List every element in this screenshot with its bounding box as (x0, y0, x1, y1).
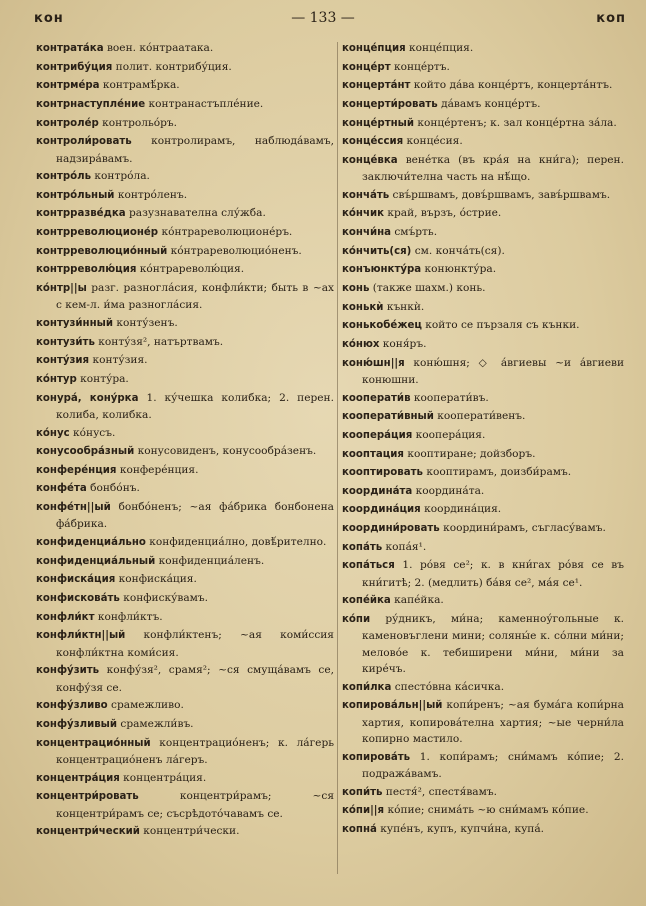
entry-definition: концентрацио́ненъ; к. ла́герь концентрацио́ненъ ла́геръ. (56, 736, 334, 766)
entry-headword: конча́ть (342, 189, 390, 201)
dictionary-entry (36, 390, 334, 424)
entry-definition: воен. ко́нтраатака. (103, 42, 214, 54)
entry-headword: ко́нчить(ся) (342, 245, 412, 257)
entry-definition: концентра́ция. (119, 771, 207, 784)
entry-headword: копна́ (342, 823, 377, 835)
entry-definition: контро́ла. (91, 170, 150, 183)
entry-definition: полит. контрибу́ция. (112, 60, 232, 73)
dictionary-entry (36, 534, 334, 551)
dictionary-entry (342, 784, 624, 801)
dictionary-entry (342, 280, 624, 297)
entry-definition: копи́ренъ; ~ая бума́га копи́рна хартия, копирова́телна хартия; ~ые черни́ла копирно мастило. (362, 699, 624, 745)
entry-headword: конфе́та (36, 483, 87, 495)
dictionary-entry (36, 697, 334, 714)
entry-headword: конфли́ктн||ый (36, 630, 126, 642)
header-right-guideword: коп (596, 11, 626, 26)
entry-definition: купе́нъ, купъ, купчи́на, купа́. (376, 822, 545, 835)
entry-definition: см. конча́ть(ся). (411, 244, 505, 257)
entry-definition: контранастъпле́ние. (145, 97, 264, 110)
dictionary-entry (36, 788, 334, 822)
entry-headword: конфу́зить (36, 665, 100, 677)
dictionary-entry (342, 427, 624, 444)
entry-definition: бонбо́нъ. (86, 482, 140, 495)
entry-headword: концентри́ровать (36, 791, 139, 803)
entry-headword: кооптация (342, 448, 404, 460)
entry-headword: копи́ть (342, 786, 383, 798)
entry-definition: контро́ленъ. (114, 188, 188, 201)
dictionary-entry (342, 243, 624, 260)
entry-definition: конце́ртенъ; к. зал конце́ртна за́ла. (414, 116, 617, 129)
dictionary-entry (36, 553, 334, 570)
entry-headword: координи́ровать (342, 523, 440, 535)
entry-headword: концентрацио́нный (36, 737, 151, 749)
dictionary-entry (36, 315, 334, 332)
entry-headword: конфере́нция (36, 464, 117, 476)
dictionary-entry (342, 611, 624, 677)
entry-headword: конусообра́зный (36, 446, 135, 458)
dictionary-entry (36, 205, 334, 222)
entry-definition: координи́рамъ, съгласу́вамъ. (439, 522, 606, 535)
dictionary-entry (36, 334, 334, 351)
entry-definition: срамежли́въ. (117, 717, 194, 730)
entry-definition: конюнкту́ра. (421, 263, 497, 276)
entry-definition: срамежливо. (107, 699, 184, 712)
entry-definition: кънкѝ. (383, 300, 425, 313)
dictionary-entry (36, 187, 334, 204)
entry-headword: коопера́ция (342, 429, 413, 441)
entry-headword: конце́пция (342, 43, 406, 54)
dictionary-entry (342, 187, 624, 204)
entry-headword: ко́нчик (342, 208, 384, 220)
entry-headword: контрреволю́ция (36, 264, 137, 276)
dictionary-entry (342, 697, 624, 747)
dictionary-entry (342, 336, 624, 353)
dictionary-entry (342, 821, 624, 838)
entry-definition: конусовиденъ, конусообра́зенъ. (134, 445, 317, 458)
entry-headword: ко́нус (36, 427, 70, 439)
dictionary-entry (342, 59, 624, 76)
entry-headword: кончи́на (342, 227, 391, 239)
entry-definition: координа́та. (412, 484, 485, 497)
entry-definition: конфиденциа́лно, довѣ́рително. (145, 536, 327, 549)
entry-headword: кооптировать (342, 467, 423, 479)
entry-definition: ко́нтрареволюцио́ненъ. (167, 244, 302, 257)
dictionary-entry (342, 115, 624, 132)
right-column (342, 40, 624, 840)
entry-definition: 1. копи́рамъ; сни́мамъ ко́пие; 2. подража́вамъ. (362, 750, 624, 780)
entry-definition: концентри́рамъ; ~ся концентри́рамъ се; съсрѣдото́чавамъ се. (56, 790, 334, 820)
dictionary-entry (36, 770, 334, 787)
entry-definition: смъ́рть. (391, 226, 438, 239)
dictionary-entry (36, 716, 334, 733)
entry-headword: контузи́нный (36, 318, 113, 330)
entry-definition: бонбо́ненъ; ~ая фа́брика бонбонена фа́брика. (56, 501, 334, 531)
dictionary-entry (36, 499, 334, 533)
entry-definition: спесто́вна ка́сичка. (391, 680, 505, 693)
entry-headword: конфискова́ть (36, 593, 120, 605)
dictionary-entry (36, 425, 334, 442)
dictionary-entry (342, 317, 624, 334)
dictionary-entry (342, 224, 624, 241)
entry-headword: кооперати́в (342, 392, 411, 404)
entry-headword: концерта́нт (342, 80, 411, 92)
entry-definition: конфу́зя², срамя²; ~ся смуща́вамъ се, конфу́зя се. (56, 664, 334, 694)
entry-headword: конце́ссия (342, 136, 404, 148)
entry-definition: кооперати́венъ. (433, 410, 526, 423)
entry-definition: кооптиране; дойзборъ. (403, 447, 536, 460)
column-divider (337, 42, 338, 874)
entry-definition: контролирамъ, наблюда́вамъ, надзира́вамъ. (56, 135, 334, 165)
entry-definition: конфере́нция. (116, 463, 199, 476)
dictionary-entry (36, 168, 334, 185)
dictionary-entry (342, 557, 624, 591)
entry-definition: който да́ва конце́ртъ, концерта́нтъ. (410, 79, 613, 92)
dictionary-entry (36, 133, 334, 167)
entry-definition: разг. разногла́сия, конфли́кти; быть в ~ах с кем-л. и́ма разногла́сия. (56, 282, 334, 312)
dictionary-entry (36, 224, 334, 241)
dictionary-entry (342, 802, 624, 819)
entry-headword: контрибу́ция (36, 61, 113, 73)
dictionary-entry (342, 77, 624, 94)
dictionary-entry (36, 823, 334, 840)
dictionary-entry (36, 443, 334, 460)
entry-headword: копе́йка (342, 595, 391, 607)
entry-headword: контрразве́дка (36, 208, 126, 220)
dictionary-entry (342, 520, 624, 537)
dictionary-entry (36, 280, 334, 314)
entry-headword: контро́льный (36, 189, 115, 201)
entry-definition: 1. ку́чешка колибка; 2. перен. колиба, колибка. (56, 391, 334, 421)
entry-headword: конфли́кт (36, 611, 95, 623)
entry-headword: конькѝ (342, 301, 384, 313)
entry-definition: ру́дникъ, ми́на; каменноу́гольные к. каменовъглени мини; соляны́е к. со́лни ми́ни; мелово́е к. тебиширени ми́ни, ми́ни за кире́чъ. (362, 612, 624, 675)
entry-definition: конце́пция. (405, 42, 474, 54)
entry-definition: копа́я¹. (382, 540, 427, 553)
entry-headword: координа́та (342, 485, 413, 497)
dictionary-entry (342, 390, 624, 407)
entry-headword: контроле́р (36, 117, 99, 129)
entry-definition: конфли́ктенъ; ~ая коми́ссия конфли́ктна коми́сия. (56, 629, 334, 659)
entry-headword: конфиденциа́льно (36, 537, 146, 549)
dictionary-entry (342, 446, 624, 463)
entry-definition: координа́ция. (420, 503, 502, 516)
entry-headword: копа́ться (342, 560, 395, 572)
entry-definition: конце́сия. (403, 135, 463, 148)
entry-headword: конфе́тн||ый (36, 502, 111, 514)
header-left-guideword: кон (34, 11, 64, 26)
dictionary-entry (342, 592, 624, 609)
entry-definition: конту́зенъ. (112, 317, 178, 330)
entry-headword: контро́ль (36, 171, 92, 183)
entry-definition: свъ́ршвамъ, довъ́ршвамъ, завъ́ршвамъ. (389, 188, 611, 201)
entry-headword: ко́пи (342, 613, 371, 625)
entry-headword: координа́ция (342, 504, 421, 516)
entry-headword: копа́ть (342, 541, 383, 553)
entry-definition: конфиска́ция. (115, 573, 197, 586)
entry-definition: концентри́чески. (139, 825, 240, 838)
dictionary-entry (342, 355, 624, 389)
entry-headword: конце́ртный (342, 117, 414, 129)
dictionary-entry (342, 679, 624, 696)
entry-definition: 1. ро́вя се²; к. в кни́гах ро́вя се въ кни́гитѣ; 2. (медлить) ба́вя се², ма́я се¹. (362, 559, 624, 589)
entry-headword: коню́шн||я (342, 357, 405, 369)
entry-headword: конфу́зливый (36, 718, 118, 730)
dictionary-entry (342, 205, 624, 222)
entry-headword: конту́зия (36, 355, 90, 367)
entry-headword: конфиска́ция (36, 574, 116, 586)
entry-headword: контрата́ка (36, 43, 104, 54)
entry-definition: конце́ртъ. (390, 60, 450, 73)
entry-definition: пестя́², спестя́вамъ. (382, 785, 497, 798)
entry-headword: контрме́ра (36, 80, 100, 92)
dictionary-entry (36, 462, 334, 479)
entry-headword: копирова́льн||ый (342, 700, 443, 712)
dictionary-entry (342, 152, 624, 186)
entry-headword: контроли́ровать (36, 136, 132, 148)
entry-definition: ко́нтрареволюционе́ръ. (158, 226, 293, 239)
dictionary-entry (36, 243, 334, 260)
entry-definition: конту́ра. (76, 372, 129, 385)
dictionary-entry (36, 371, 334, 388)
entry-definition: конфиденциа́ленъ. (155, 554, 265, 567)
dictionary-entry (36, 352, 334, 369)
entry-headword: конце́вка (342, 154, 398, 166)
entry-definition: конту́зя², натъртвамъ. (94, 335, 224, 348)
dictionary-entry (342, 261, 624, 278)
entry-definition: да́вамъ конце́ртъ. (437, 97, 541, 110)
entry-definition: коня́ръ. (379, 337, 427, 350)
page-number: — 133 — (291, 10, 355, 26)
dictionary-entry (36, 662, 334, 696)
dictionary-entry (36, 77, 334, 94)
dictionary-entry (36, 735, 334, 769)
entry-definition: (также шахм.) конь. (369, 282, 486, 295)
entry-definition: коопера́ция. (412, 428, 486, 441)
entry-headword: конъюнкту́ра (342, 264, 422, 276)
entry-definition: който се пързаля съ кънки. (421, 319, 580, 332)
entry-headword: контрреволюционе́р (36, 227, 159, 239)
dictionary-entry (342, 96, 624, 113)
dictionary-entry (36, 59, 334, 76)
dictionary-entry (36, 571, 334, 588)
dictionary-entry (36, 590, 334, 607)
entry-definition: капе́йка. (390, 594, 444, 607)
entry-definition: кооперати́въ. (410, 391, 489, 404)
page-header (0, 8, 646, 32)
entry-headword: конфиденциа́льный (36, 555, 156, 567)
dictionary-entry (342, 464, 624, 481)
entry-headword: контрнаступле́ние (36, 98, 146, 110)
entry-definition: контрольо́ръ. (98, 116, 178, 129)
entry-headword: ко́нтр||ы (36, 283, 87, 295)
entry-headword: копирова́ть (342, 751, 411, 763)
entry-headword: конце́рт (342, 61, 391, 73)
dictionary-entry (36, 261, 334, 278)
entry-headword: концентра́ция (36, 772, 120, 784)
entry-headword: ко́нтур (36, 373, 77, 385)
dictionary-entry (342, 133, 624, 150)
entry-definition: коню́шня; ◇ а́вгиевы ~и а́вгиеви конюшни. (362, 356, 624, 386)
entry-definition: край, вързъ, о́стрие. (384, 207, 502, 220)
entry-definition: конту́зия. (89, 354, 148, 367)
dictionary-entry (342, 408, 624, 425)
entry-definition: кооптирамъ, доизби́рамъ. (422, 466, 572, 479)
entry-headword: контрреволюцио́нный (36, 245, 168, 257)
dictionary-entry (342, 501, 624, 518)
entry-headword: кооперати́вный (342, 411, 434, 423)
entry-headword: конфу́зливо (36, 700, 108, 712)
entry-definition: конфли́ктъ. (94, 610, 163, 623)
dictionary-entry (342, 40, 624, 57)
entry-definition: ко́нтрареволю́ция. (136, 263, 245, 276)
entry-definition: конфиску́вамъ. (119, 592, 209, 605)
left-column (36, 40, 334, 842)
entry-definition: ко́нусъ. (69, 426, 116, 439)
entry-headword: копи́лка (342, 681, 392, 693)
entry-definition: ко́пие; снима́ть ~ю сни́мамъ ко́пие. (384, 804, 589, 817)
entry-headword: контузи́ть (36, 336, 95, 348)
entry-headword: ко́нюх (342, 338, 380, 350)
dictionary-entry (342, 539, 624, 556)
dictionary-entry (36, 480, 334, 497)
dictionary-entry (342, 299, 624, 316)
entry-headword: конура́, кону́рка (36, 392, 139, 404)
dictionary-entry (342, 749, 624, 783)
entry-headword: конькобе́жец (342, 320, 422, 332)
dictionary-entry (36, 115, 334, 132)
dictionary-entry (36, 96, 334, 113)
dictionary-entry (36, 609, 334, 626)
dictionary-entry (342, 483, 624, 500)
entry-definition: контрамѣ́рка. (99, 79, 180, 92)
dictionary-entry (36, 40, 334, 57)
entry-headword: ко́пи||я (342, 805, 385, 817)
entry-headword: конь (342, 283, 370, 295)
dictionary-entry (36, 627, 334, 661)
entry-definition: вене́тка (въ кра́я на кни́га); перен. заключи́телна часть на нѣ́що. (362, 153, 624, 184)
entry-headword: концерти́ровать (342, 98, 438, 110)
entry-definition: разузнавателна слу́жба. (125, 207, 266, 220)
entry-headword: концентри́ческий (36, 826, 140, 838)
